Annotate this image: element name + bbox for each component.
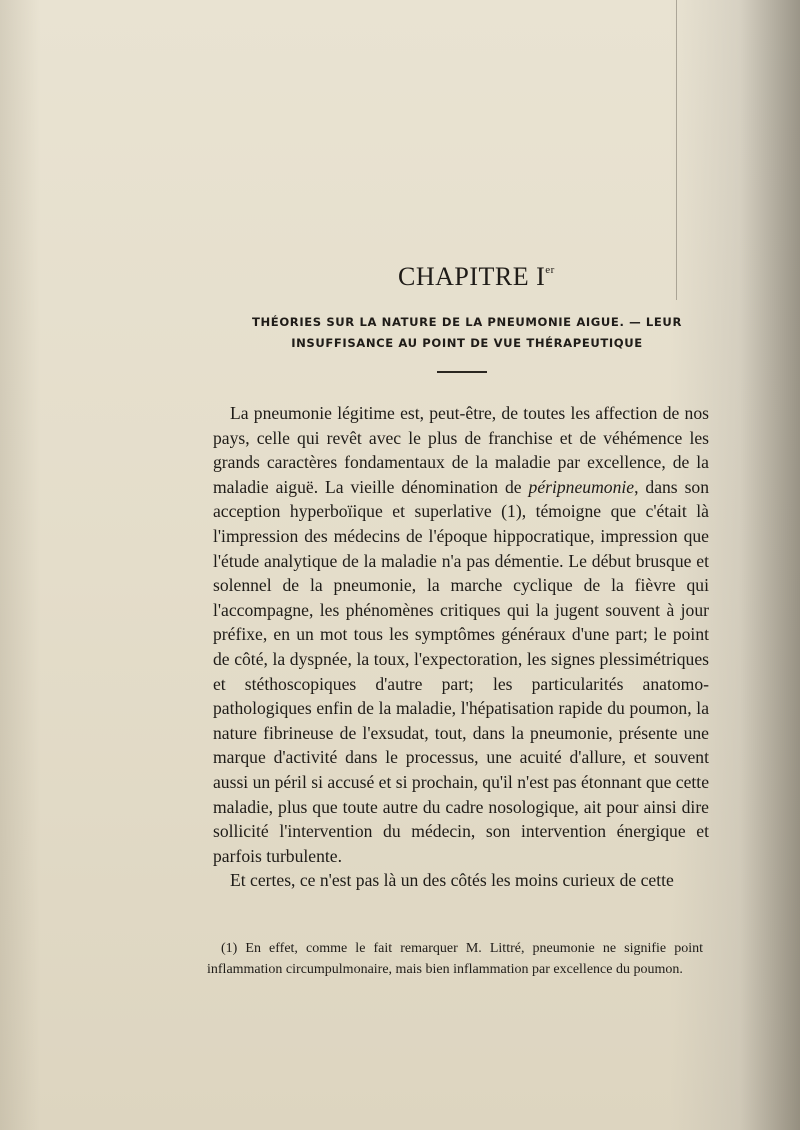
- paragraph-1-italic-term: péripneumonie: [528, 476, 635, 497]
- chapter-heading: [250, 312, 684, 354]
- chapter-title: [398, 262, 555, 292]
- footnote: (1) En effet, comme le fait remarquer M. Littré, pneumonie ne signifie point inflammation circumpulmonaire, mais bien inflammation par excellence du poumon.: [207, 941, 703, 977]
- chapter-title-text: CHAPITRE I: [398, 262, 546, 291]
- paragraph-1: [213, 401, 709, 868]
- paragraph-1-part-b: , dans son acception hyperboïique et superlative (1), témoigne que c'était là l'impression des médecins de l'époque hippocratique, impression que l'étude analytique de la maladie n'a pas démentie. Le début brusque et solennel de la pneumonie, la marche cyclique de la fièvre qui l'accompagne, les phénomènes critiques qui la jugent souvent à jour préfixe, en un mot tous les symptômes généraux d'une part; le point de côté, la dyspnée, la toux, l'expectoration, les signes plessimétriques et stéthoscopiques d'autre part; les particularités anatomo-pathologiques enfin de la maladie, l'hépatisation rapide du poumon, la nature fibrineuse de l'exsudat, tout, dans la pneumonie, présente une marque d'activité dans le processus, une acuité d'allure, et souvent aussi un péril si accusé et si prochain, qu'il n'est pas étonnant que cette maladie, plus que toute autre du cadre nosologique, ait pour ainsi dire sollicité l'intervention du médecin, son intervention énergique et parfois turbulente.: [213, 476, 710, 866]
- paragraph-1-part-a: La pneumonie légitime est, peut-être, de toutes les affection de nos pays, celle qui revêt avec le plus de franchise et de véhémence les grands caractères fondamentaux de la maladie par excellence, de la maladie aiguë. La vieille dénomination de: [213, 403, 709, 497]
- heading-rule: [437, 371, 487, 373]
- chapter-title-superscript: er: [545, 264, 555, 276]
- body-text: [213, 401, 709, 893]
- chapter-heading-line-1: THÉORIES SUR LA NATURE DE LA PNEUMONIE AIGUE. — LEUR: [252, 315, 682, 329]
- page-edge-line: [676, 0, 677, 300]
- chapter-heading-line-2: INSUFFISANCE AU POINT DE VUE THÉRAPEUTIQUE: [291, 336, 643, 350]
- paragraph-2: Et certes, ce n'est pas là un des côtés les moins curieux de cette: [230, 870, 674, 891]
